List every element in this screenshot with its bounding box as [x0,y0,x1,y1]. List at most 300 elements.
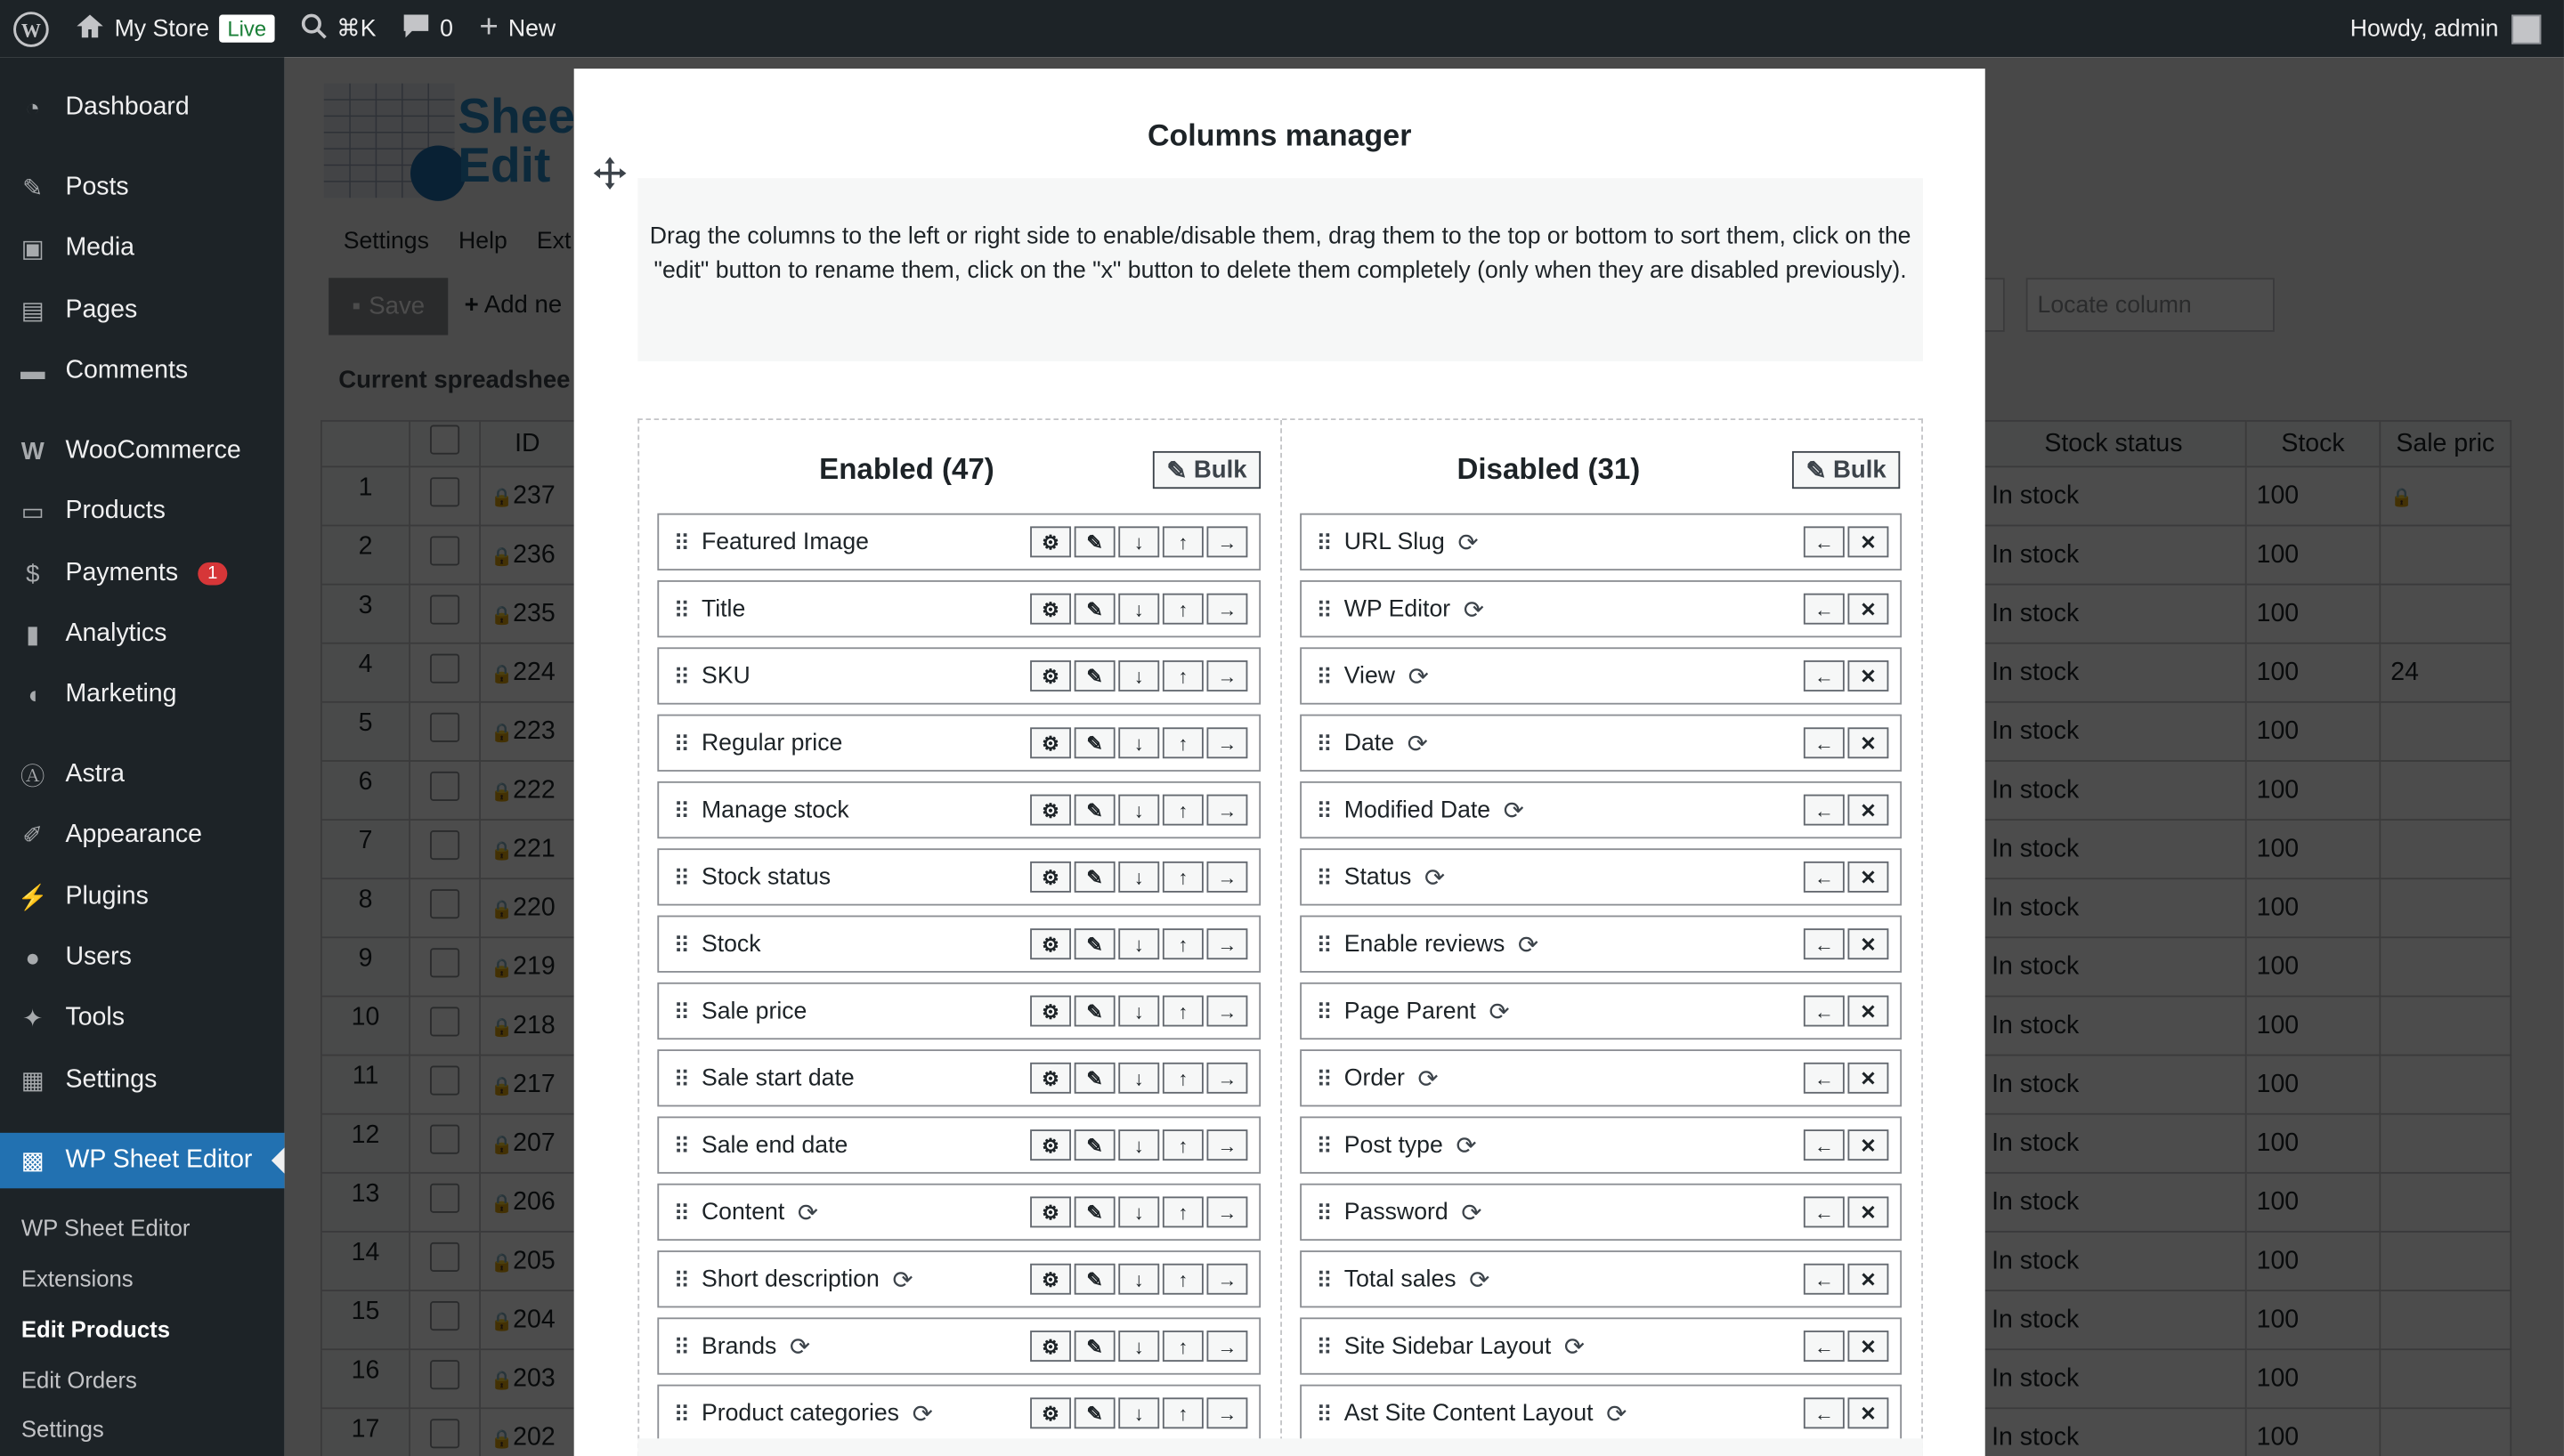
arrow-left-icon[interactable]: ← [1804,594,1845,625]
column-actions [1030,727,1247,758]
arrow-up-icon[interactable]: ↑ [1163,1129,1204,1161]
settings-icon[interactable]: ⚙ [1030,1264,1071,1295]
close-icon[interactable]: ✕ [1847,996,1888,1027]
disabled-column-item[interactable] [1300,1184,1902,1241]
sidebar-item-plugins[interactable] [0,870,285,925]
sidebar-item-dashboard[interactable] [0,80,285,135]
close-icon[interactable]: ✕ [1847,1129,1888,1161]
sidebar-item-label: Tools [65,1003,125,1031]
drag-handle-icon[interactable]: ⠿ [1316,1199,1330,1225]
arrow-down-icon[interactable]: ↓ [1118,594,1159,625]
drag-handle-icon[interactable]: ⠿ [673,1266,687,1292]
drag-handle-icon[interactable]: ⠿ [673,1131,687,1159]
edit-icon[interactable]: ✎ [1075,1397,1116,1428]
column-actions [1030,928,1247,959]
arrow-left-icon[interactable]: ← [1804,1331,1845,1362]
close-icon[interactable]: ✕ [1847,594,1888,625]
close-icon[interactable]: ✕ [1847,727,1888,758]
column-label-wrap [1344,728,1428,757]
enabled-column-item[interactable] [657,848,1261,905]
edit-icon[interactable]: ✎ [1075,861,1116,893]
column-label-wrap [702,595,745,621]
column-label-wrap [702,864,831,890]
arrow-right-icon[interactable]: → [1206,1129,1247,1161]
site-name-link[interactable] [62,0,288,57]
sidebar-item-users[interactable] [0,930,285,985]
sidebar-item-label: Posts [65,173,129,201]
column-actions [1030,1063,1247,1094]
arrow-right-icon[interactable]: → [1206,1196,1247,1227]
refresh-icon: ⟳ [1417,1064,1439,1093]
woo-icon: W [20,437,45,465]
column-label-wrap [1344,1130,1477,1160]
column-actions [1804,1331,1889,1362]
enabled-column-item[interactable] [657,580,1261,637]
sidebar-item-payments[interactable] [0,546,285,601]
wordpress-logo-icon[interactable] [0,0,62,57]
disabled-column-item[interactable] [1300,715,1902,772]
close-icon[interactable]: ✕ [1847,1264,1888,1295]
plus-icon: + [479,10,499,46]
disabled-bulk-button[interactable] [1792,451,1900,489]
enabled-column-item[interactable] [657,715,1261,772]
sidebar-item-wp-sheet-editor[interactable] [0,1133,285,1188]
megaphone-icon: ◖ [25,680,41,709]
disabled-column-item[interactable] [1300,1250,1902,1307]
sidebar-item-tools[interactable] [0,991,285,1046]
submenu-edit-orders[interactable]: Edit Orders [20,1366,137,1393]
submenu-wp-sheet-editor[interactable]: WP Sheet Editor [20,1214,191,1242]
settings-icon[interactable]: ⚙ [1030,660,1071,692]
close-icon[interactable]: ✕ [1847,1397,1888,1428]
arrow-down-icon[interactable]: ↓ [1118,1063,1159,1094]
enabled-column-item[interactable] [657,514,1261,570]
column-label-wrap [702,931,761,957]
drag-handle-icon[interactable]: ⠿ [1316,730,1330,756]
column-label: Product categories [701,1400,900,1427]
enabled-column-item[interactable] [657,1317,1261,1374]
sidebar-item-pages[interactable] [0,283,285,338]
enabled-column-item[interactable] [657,1250,1261,1307]
column-label-wrap [702,663,751,689]
new-label: New [507,15,556,42]
arrow-right-icon[interactable]: → [1206,1397,1247,1428]
column-actions [1804,1196,1889,1227]
drag-handle-icon[interactable]: ⠿ [1316,595,1330,622]
arrow-up-icon[interactable]: ↑ [1163,727,1204,758]
column-label: Featured Image [701,529,869,555]
enabled-column-item[interactable] [657,1116,1261,1173]
column-label: Enable reviews [1343,931,1505,958]
arrow-left-icon[interactable]: ← [1804,1397,1845,1428]
comments-link[interactable] [389,0,466,57]
arrow-up-icon[interactable]: ↑ [1163,526,1204,557]
close-icon[interactable]: ✕ [1847,526,1888,557]
arrow-down-icon[interactable]: ↓ [1118,861,1159,893]
arrow-left-icon[interactable]: ← [1804,928,1845,959]
column-actions [1030,660,1247,692]
disabled-column-item[interactable] [1300,983,1902,1039]
disabled-column-item[interactable] [1300,1317,1902,1374]
sidebar-item-label: Pages [65,295,138,324]
column-actions [1804,928,1889,959]
settings-icon[interactable]: ⚙ [1030,996,1071,1027]
move-icon[interactable] [592,155,628,190]
settings-icon[interactable]: ⚙ [1030,928,1071,959]
column-label-wrap [702,1398,933,1428]
sidebar-item-label: Analytics [65,619,167,648]
sidebar-item-comments[interactable] [0,344,285,399]
refresh-icon: ⟳ [1461,1199,1482,1227]
arrow-right-icon[interactable]: → [1206,526,1247,557]
column-actions [1804,526,1889,557]
sidebar-item-label: Astra [65,760,125,789]
column-label: Ast Site Content Layout [1343,1400,1594,1427]
settings-icon[interactable]: ⚙ [1030,1063,1071,1094]
drag-handle-icon[interactable]: ⠿ [1316,1332,1330,1360]
column-label-wrap [702,529,869,554]
column-actions [1804,727,1889,758]
column-label-wrap [1344,1197,1482,1226]
column-actions [1030,861,1247,893]
edit-icon[interactable]: ✎ [1075,660,1116,692]
column-label: Total sales [1343,1266,1456,1292]
arrow-down-icon[interactable]: ↓ [1118,526,1159,557]
arrow-left-icon[interactable]: ← [1804,727,1845,758]
arrow-right-icon[interactable]: → [1206,660,1247,692]
disabled-column-item[interactable] [1300,1049,1902,1106]
column-label: Sale start date [701,1064,855,1091]
arrow-right-icon[interactable]: → [1206,795,1247,826]
refresh-icon: ⟳ [1424,863,1446,892]
disabled-columns-title: Disabled (31) [1456,452,1641,486]
column-actions [1030,1397,1247,1428]
sidebar-item-woocommerce[interactable] [0,424,285,479]
drag-handle-icon[interactable]: ⠿ [1316,863,1330,891]
edit-icon[interactable]: ✎ [1075,1063,1116,1094]
sidebar-item-settings[interactable] [0,1053,285,1108]
avatar [2511,14,2541,44]
bulk-label: Bulk [1193,456,1247,484]
arrow-up-icon[interactable]: ↑ [1163,1264,1204,1295]
column-label-wrap [1344,862,1445,892]
live-badge: Live [219,15,274,43]
edit-icon[interactable]: ✎ [1075,526,1116,557]
arrow-up-icon[interactable]: ↑ [1163,1196,1204,1227]
refresh-icon: ⟳ [1518,931,1539,959]
drag-handle-icon[interactable]: ⠿ [673,595,687,622]
arrow-right-icon[interactable]: → [1206,594,1247,625]
column-label-wrap [1344,527,1479,556]
refresh-icon: ⟳ [797,1199,819,1227]
enabled-bulk-button[interactable] [1153,451,1261,489]
column-label-wrap [702,797,849,822]
arrow-down-icon[interactable]: ↓ [1118,996,1159,1027]
disabled-column-item[interactable] [1300,1116,1902,1173]
submenu-settings[interactable]: Settings [20,1415,104,1442]
column-label-wrap [702,1265,913,1294]
drag-handle-icon[interactable]: ⠿ [673,1332,687,1360]
disabled-column-item[interactable] [1300,916,1902,973]
edit-icon: ✎ [1166,457,1188,485]
edit-icon[interactable]: ✎ [1075,928,1116,959]
arrow-down-icon[interactable]: ↓ [1118,1397,1159,1428]
column-label-wrap [1344,661,1429,691]
sidebar-item-label: Products [65,497,166,525]
edit-icon: ✎ [1805,457,1827,485]
search-icon [301,12,327,45]
settings-icon[interactable]: ⚙ [1030,594,1071,625]
sidebar-item-label: Appearance [65,821,203,849]
comment-icon: ▬ [20,357,45,385]
enabled-column-item[interactable] [657,1385,1261,1442]
drag-handle-icon[interactable]: ⠿ [673,797,687,823]
sidebar-item-marketing[interactable] [0,667,285,722]
arrow-right-icon[interactable]: → [1206,1063,1247,1094]
enabled-columns-title: Enabled (47) [819,452,994,486]
drag-handle-icon[interactable]: ⠿ [1316,1131,1330,1159]
pin-icon: ✎ [22,174,44,203]
search-shortcut[interactable] [288,0,389,57]
media-icon: ▣ [20,235,45,263]
drag-handle-icon[interactable]: ⠿ [1316,1064,1330,1091]
arrow-left-icon[interactable]: ← [1804,1264,1845,1295]
drag-handle-icon[interactable]: ⠿ [1316,1266,1330,1292]
howdy-text: Howdy, admin [2349,15,2499,42]
settings-icon[interactable]: ⚙ [1030,795,1071,826]
settings-icon[interactable]: ⚙ [1030,727,1071,758]
arrow-up-icon[interactable]: ↑ [1163,1397,1204,1428]
column-label: SKU [701,662,751,690]
settings-icon[interactable]: ⚙ [1030,1331,1071,1362]
column-actions [1804,660,1889,692]
arrow-up-icon[interactable]: ↑ [1163,861,1204,893]
column-label-wrap [1344,1265,1490,1294]
column-label: WP Editor [1343,595,1451,622]
account-menu[interactable] [2350,0,2542,57]
settings-icon[interactable]: ⚙ [1030,1196,1071,1227]
close-icon[interactable]: ✕ [1847,795,1888,826]
disabled-column-item[interactable] [1300,1385,1902,1442]
new-content-link[interactable] [467,0,569,57]
column-label: Site Sidebar Layout [1343,1332,1552,1360]
refresh-icon: ⟳ [892,1266,913,1294]
dollar-icon: $ [26,560,40,588]
settings-icon[interactable]: ⚙ [1030,526,1071,557]
column-actions [1804,1397,1889,1428]
arrow-left-icon[interactable]: ← [1804,526,1845,557]
refresh-icon: ⟳ [1408,662,1429,692]
column-label-wrap [1344,1064,1439,1093]
payments-badge: 1 [198,562,227,586]
refresh-icon: ⟳ [1563,1332,1586,1362]
edit-icon[interactable]: ✎ [1075,727,1116,758]
arrow-right-icon[interactable]: → [1206,861,1247,893]
arrow-down-icon[interactable]: ↓ [1118,727,1159,758]
arrow-down-icon[interactable]: ↓ [1118,1196,1159,1227]
enabled-column-item[interactable] [657,916,1261,973]
column-label: Password [1343,1199,1448,1225]
edit-icon[interactable]: ✎ [1075,1129,1116,1161]
column-actions [1804,1264,1889,1295]
arrow-down-icon[interactable]: ↓ [1118,795,1159,826]
column-label: Status [1343,863,1412,891]
column-label-wrap [702,998,807,1023]
close-icon[interactable]: ✕ [1847,1063,1888,1094]
settings-icon: ▦ [20,1067,45,1096]
bulk-label: Bulk [1832,456,1886,484]
active-arrow [272,1147,285,1173]
close-icon[interactable]: ✕ [1847,928,1888,959]
column-actions [1030,1331,1247,1362]
sidebar-item-astra[interactable] [0,747,285,802]
close-icon[interactable]: ✕ [1847,861,1888,893]
arrow-left-icon[interactable]: ← [1804,996,1845,1027]
arrow-left-icon[interactable]: ← [1804,795,1845,826]
sidebar-item-label: Marketing [65,680,177,708]
enabled-column-item[interactable] [657,1049,1261,1106]
arrow-right-icon[interactable]: → [1206,727,1247,758]
arrow-up-icon[interactable]: ↑ [1163,795,1204,826]
column-label-wrap [1344,1398,1627,1428]
edit-icon[interactable]: ✎ [1075,1196,1116,1227]
column-label: Modified Date [1343,797,1491,823]
drag-handle-icon[interactable]: ⠿ [673,1400,687,1427]
arrow-right-icon[interactable]: → [1206,1331,1247,1362]
column-label: Page Parent [1343,998,1476,1024]
settings-icon[interactable]: ⚙ [1030,861,1071,893]
refresh-icon: ⟳ [1489,998,1510,1026]
sidebar-item-label: Media [65,233,135,262]
refresh-icon: ⟳ [790,1332,811,1362]
drag-handle-icon[interactable]: ⠿ [673,931,687,958]
sidebar-item-label: WP Sheet Editor [65,1145,253,1174]
sidebar-item-media[interactable] [0,221,285,276]
arrow-down-icon[interactable]: ↓ [1118,660,1159,692]
sidebar-item-label: Comments [65,356,189,384]
enabled-column-item[interactable] [657,1184,1261,1241]
sidebar-item-label: Settings [65,1065,158,1094]
column-actions [1804,1129,1889,1161]
sidebar-item-analytics[interactable] [0,606,285,661]
arrow-down-icon[interactable]: ↓ [1118,1331,1159,1362]
column-label: Title [701,595,746,622]
arrow-up-icon[interactable]: ↑ [1163,660,1204,692]
shortcut-label: ⌘K [337,15,377,42]
column-actions [1030,1129,1247,1161]
drag-handle-icon[interactable]: ⠿ [1316,662,1330,690]
sidebar-item-label: Dashboard [65,93,190,121]
arrow-left-icon[interactable]: ← [1804,660,1845,692]
drag-handle-icon[interactable]: ⠿ [673,998,687,1024]
drag-handle-icon[interactable]: ⠿ [1316,529,1330,555]
dashboard-icon: ◔ [25,93,41,122]
wrench-icon: ✦ [22,1005,44,1033]
close-icon[interactable]: ✕ [1847,1196,1888,1227]
column-label: View [1343,662,1396,690]
disabled-column-item[interactable] [1300,647,1902,704]
arrow-left-icon[interactable]: ← [1804,861,1845,893]
edit-icon[interactable]: ✎ [1075,795,1116,826]
drag-handle-icon[interactable]: ⠿ [1316,797,1330,823]
close-icon[interactable]: ✕ [1847,660,1888,692]
column-actions [1804,795,1889,826]
arrow-right-icon[interactable]: → [1206,928,1247,959]
arrow-up-icon[interactable]: ↑ [1163,594,1204,625]
edit-icon[interactable]: ✎ [1075,1264,1116,1295]
drag-handle-icon[interactable]: ⠿ [1316,931,1330,958]
edit-icon[interactable]: ✎ [1075,1331,1116,1362]
drag-handle-icon[interactable]: ⠿ [1316,998,1330,1024]
settings-icon[interactable]: ⚙ [1030,1129,1071,1161]
disabled-column-item[interactable] [1300,781,1902,838]
column-label: Stock [701,931,761,958]
drag-handle-icon[interactable]: ⠿ [673,730,687,756]
disabled-column-item[interactable] [1300,514,1902,570]
arrow-left-icon[interactable]: ← [1804,1196,1845,1227]
refresh-icon: ⟳ [1456,1131,1477,1161]
pages-icon: ▤ [20,297,45,326]
arrow-down-icon[interactable]: ↓ [1118,1129,1159,1161]
column-actions [1804,1063,1889,1094]
enabled-column-item[interactable] [657,983,1261,1039]
arrow-up-icon[interactable]: ↑ [1163,1331,1204,1362]
close-icon[interactable]: ✕ [1847,1331,1888,1362]
column-label: Sale price [701,998,807,1024]
arrow-down-icon[interactable]: ↓ [1118,928,1159,959]
chart-icon: ▮ [26,620,40,650]
column-label: Regular price [701,730,843,756]
edit-icon[interactable]: ✎ [1075,594,1116,625]
arrow-right-icon[interactable]: → [1206,1264,1247,1295]
arrow-up-icon[interactable]: ↑ [1163,996,1204,1027]
drag-handle-icon[interactable]: ⠿ [673,863,687,891]
column-actions [1030,996,1247,1027]
drag-handle-icon[interactable]: ⠿ [673,1064,687,1091]
arrow-right-icon[interactable]: → [1206,996,1247,1027]
site-name: My Store [114,15,210,42]
columns-manager-modal [574,69,1985,1456]
refresh-icon: ⟳ [1503,797,1524,825]
enabled-column-item[interactable] [657,647,1261,704]
arrow-left-icon[interactable]: ← [1804,1063,1845,1094]
column-label: Content [701,1199,785,1225]
submenu-extensions[interactable]: Extensions [20,1265,134,1291]
column-actions [1804,996,1889,1027]
arrow-up-icon[interactable]: ↑ [1163,1063,1204,1094]
column-actions [1030,1196,1247,1227]
sidebar-item-posts[interactable] [0,160,285,215]
columns-lists [637,418,1923,1456]
arrow-up-icon[interactable]: ↑ [1163,928,1204,959]
edit-icon[interactable]: ✎ [1075,996,1116,1027]
settings-icon[interactable]: ⚙ [1030,1397,1071,1428]
sheet-icon: ▩ [20,1147,45,1176]
drag-handle-icon[interactable]: ⠿ [673,529,687,555]
disabled-column-item[interactable] [1300,848,1902,905]
disabled-column-item[interactable] [1300,580,1902,637]
drag-handle-icon[interactable]: ⠿ [1316,1400,1330,1427]
sidebar-item-appearance[interactable] [0,807,285,862]
submenu-edit-products[interactable]: Edit Products [20,1315,171,1342]
drag-handle-icon[interactable]: ⠿ [673,1199,687,1225]
sidebar-item-products[interactable] [0,484,285,539]
enabled-column-item[interactable] [657,781,1261,838]
drag-handle-icon[interactable]: ⠿ [673,662,687,690]
arrow-down-icon[interactable]: ↓ [1118,1264,1159,1295]
column-label-wrap [1344,996,1510,1025]
arrow-left-icon[interactable]: ← [1804,1129,1845,1161]
